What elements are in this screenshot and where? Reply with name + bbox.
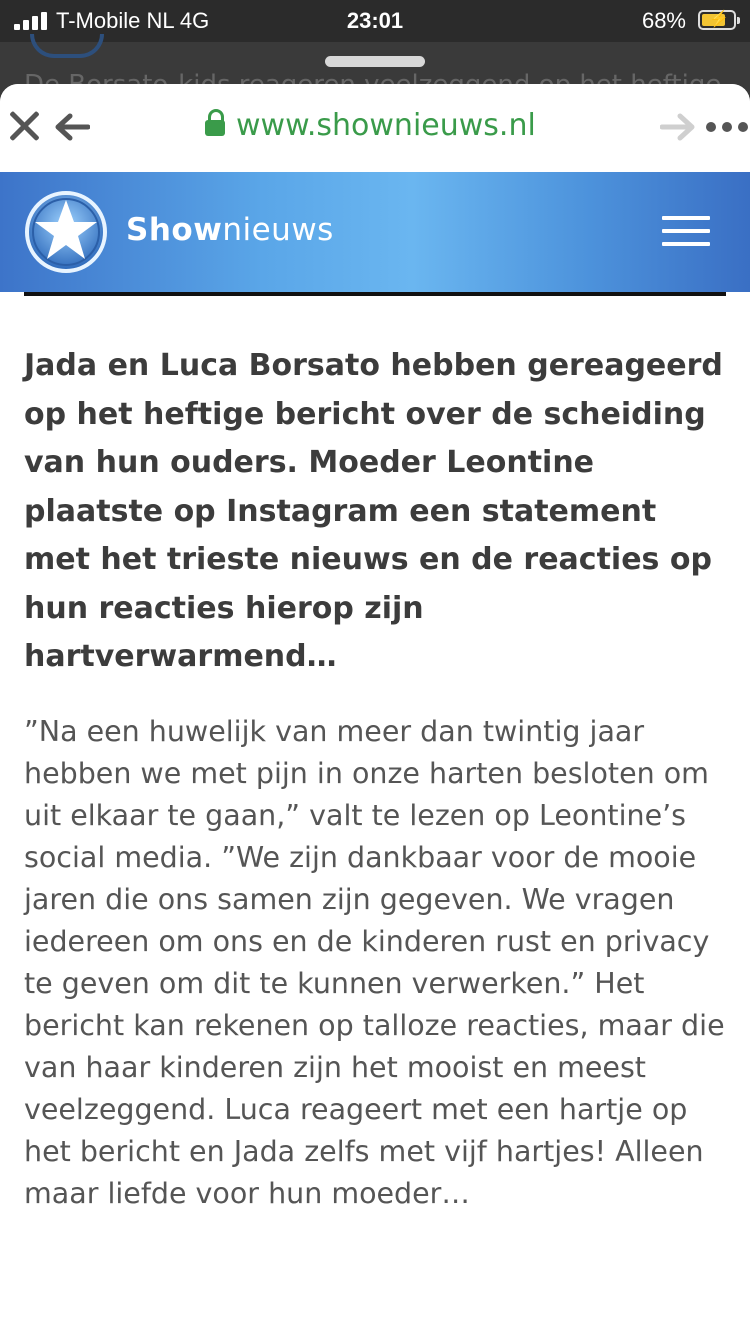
url-field[interactable]: www.shownieuws.nl xyxy=(236,108,536,143)
shownieuws-logo-star-icon[interactable] xyxy=(24,190,108,274)
sheet-grabber-handle[interactable] xyxy=(325,56,425,67)
background-logo-icon xyxy=(30,34,104,58)
image-bottom-edge xyxy=(24,292,726,296)
forward-arrow-icon[interactable] xyxy=(660,112,696,142)
article-lead: Jada en Luca Borsato hebben gereageerd op het heftige bericht over de scheiding van hun ouders. Moeder Leontine plaatste op Instagram een statement met het trieste nieuws en de reacties op hun reacties hierop zijn hartverwarmend… xyxy=(24,348,723,674)
article-body: ”Na een huwelijk van meer dan twintig jaar hebben we met pijn in onze harten besloten om uit elkaar te gaan,” valt te lezen op Leontine’s social media. ”We zijn dankbaar voor de mooie jaren die ons samen zijn gegeven. We vragen iedereen om ons en de kinderen rust en privacy te geven om dit te kunnen verwerken.” Het bericht kan rekenen op talloze reacties, maar die van haar kinderen zijn het mooist en meest veelzeggend. Luca reageert met een hartje op het bericht en Jada zelfs met vijf hartjes! Alleen maar liefde voor hun moeder… xyxy=(24,714,725,1210)
brand-bold: Show xyxy=(126,212,223,248)
battery-percent: 68% xyxy=(641,8,686,33)
back-arrow-icon[interactable] xyxy=(54,112,90,142)
more-options-icon[interactable] xyxy=(706,122,750,132)
lock-icon xyxy=(205,118,225,138)
hamburger-menu-icon[interactable] xyxy=(662,216,710,246)
article xyxy=(24,342,729,1215)
clock: 23:01 xyxy=(346,8,404,33)
browser-sheet xyxy=(0,84,750,1334)
site-header xyxy=(0,172,750,292)
carrier-label: T-Mobile NL 4G xyxy=(56,8,210,33)
battery-icon: ⚡ xyxy=(698,10,736,30)
close-icon[interactable] xyxy=(8,110,40,142)
status-bar xyxy=(0,0,750,42)
browser-toolbar xyxy=(0,84,750,172)
brand-light: nieuws xyxy=(222,212,334,248)
brand-wordmark[interactable] xyxy=(126,212,334,248)
